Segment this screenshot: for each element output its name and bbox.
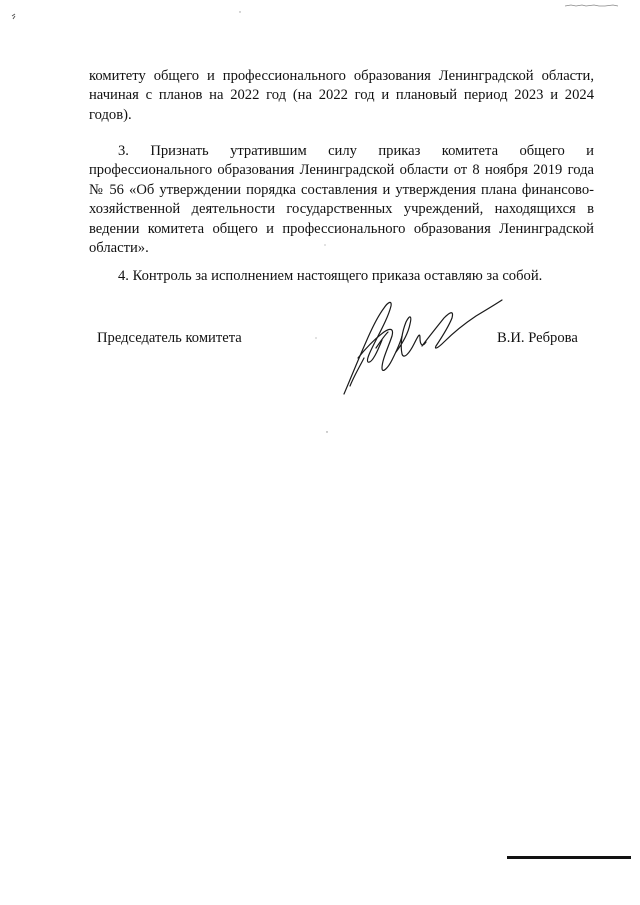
handwritten-signature	[336, 288, 506, 400]
position-title: Председатель комитета	[97, 330, 242, 346]
item-4-paragraph: 4. Контроль за исполнением настоящего приказа оставляю за собой.	[118, 267, 543, 284]
footer-rule	[507, 856, 631, 859]
continuation-paragraph: комитету общего и профессионального образования Ленинградской области, начиная с планов на 2022 год (на 2022 год и плановый период 2023 и 2024 годов).	[89, 67, 594, 123]
item-3-paragraph: 3. Признать утратившим силу приказ комитета общего и профессионального образования Ленинградской области от 8 ноября 2019 года № 56 «Об утверждении порядка составления и утверждения плана финансово-хозяйственной деятельности государственных учреждений, находящихся в ведении комитета общего и профессионального образования Ленинградской области».	[89, 142, 594, 257]
signatory-name: В.И. Реброва	[497, 330, 578, 346]
